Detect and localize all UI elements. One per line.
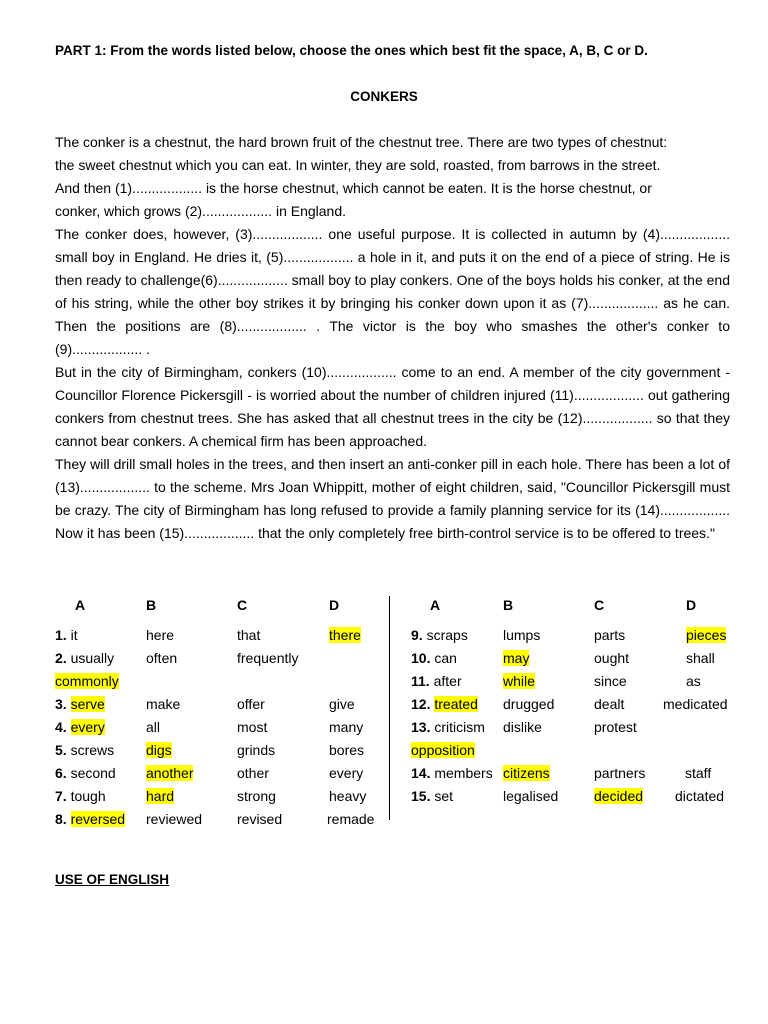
option-c — [237, 695, 265, 713]
question-row-start — [411, 764, 493, 782]
question-number: 1. — [55, 627, 67, 643]
question-row-start — [411, 718, 485, 736]
option-a: every — [70, 719, 105, 735]
question-number: 12. — [411, 696, 431, 712]
instruction-heading: PART 1: From the words listed below, choose the ones which best fit the space, A, B, C or D. — [55, 43, 648, 58]
option-b — [503, 672, 535, 690]
option-b-text: drugged — [503, 696, 555, 712]
question-row-start — [55, 695, 105, 713]
question-row-start — [411, 626, 468, 644]
option-c — [237, 649, 298, 667]
question-row-start — [55, 787, 106, 805]
column-header-text: C — [237, 597, 248, 613]
option-c-text: ought — [594, 650, 630, 666]
option-c-text: grinds — [237, 742, 276, 758]
option-a: second — [70, 765, 116, 781]
passage-paragraph: But in the city of Birmingham, conkers (10).................. come to an end. A member of the city government - Councillor Florence Pickersgill - is worried about the number of children injured (11).................. out gathering conkers from chestnut trees. She has asked that all chestnut trees in the city be (12).................. so that they cannot bear conkers. A chemical firm has been approached. — [55, 364, 730, 449]
option-d-text: pieces — [686, 627, 727, 643]
option-d-text: commonly — [55, 673, 119, 689]
option-d-text: opposition — [411, 742, 475, 758]
question-number: 13. — [411, 719, 431, 735]
question-number: 9. — [411, 627, 423, 643]
option-c — [594, 787, 643, 805]
option-d — [329, 718, 363, 736]
question-row-start — [55, 810, 125, 828]
option-c — [237, 741, 275, 759]
option-d-text: medicated — [663, 696, 728, 712]
option-a: reversed — [70, 811, 126, 827]
option-b — [503, 764, 550, 782]
option-b — [503, 695, 554, 713]
option-d — [329, 787, 366, 805]
question-number: 15. — [411, 788, 431, 804]
question-row-start — [55, 764, 116, 782]
option-d-text: bores — [329, 742, 365, 758]
question-row-start — [411, 695, 478, 713]
option-d-text: remade — [327, 811, 375, 827]
option-b — [146, 810, 202, 828]
column-header-text: D — [686, 597, 697, 613]
options-table — [0, 592, 768, 827]
column-header-text: B — [146, 597, 157, 613]
option-c-text: decided — [594, 788, 644, 804]
option-c — [594, 672, 627, 690]
option-b — [146, 787, 174, 805]
passage — [55, 131, 730, 545]
option-c — [237, 718, 267, 736]
option-c — [594, 718, 637, 736]
option-a: it — [70, 627, 78, 643]
option-b-text: digs — [146, 742, 172, 758]
question-number: 11. — [411, 673, 430, 689]
option-d-text: dictated — [675, 788, 725, 804]
option-c-text: most — [237, 719, 268, 735]
passage-line: conker, which grows (2).................. in England. — [55, 203, 347, 219]
option-a: serve — [70, 696, 105, 712]
question-row-start — [55, 741, 114, 759]
option-b-text: here — [146, 627, 175, 643]
option-d-text: every — [329, 765, 364, 781]
option-a: tough — [70, 788, 106, 804]
option-a: after — [433, 673, 462, 689]
option-d — [411, 741, 475, 759]
option-d — [329, 764, 363, 782]
question-row-start — [55, 649, 114, 667]
option-b-text: make — [146, 696, 181, 712]
option-d — [55, 672, 119, 690]
option-d — [329, 626, 361, 644]
option-b-text: all — [146, 719, 161, 735]
option-d — [329, 695, 355, 713]
option-d-text: as — [686, 673, 701, 689]
column-header-text: A — [75, 597, 86, 613]
option-b — [146, 741, 172, 759]
option-b — [503, 626, 540, 644]
option-d-text: there — [329, 627, 361, 643]
option-d-text: give — [329, 696, 355, 712]
option-c-text: since — [594, 673, 627, 689]
option-d-text: heavy — [329, 788, 367, 804]
option-c — [237, 810, 282, 828]
question-row-start — [411, 672, 462, 690]
option-c-text: revised — [237, 811, 283, 827]
column-header — [503, 596, 513, 614]
passage-paragraph: They will drill small holes in the trees, and then insert an anti-conker pill in each hole. There has been a lot of (13).................. to the scheme. Mrs Joan Whippitt, mother of eight children, said, "Councillor Pickersgill must be crazy. The city of Birmingham has long refused to provide a family planning service for its (14).................. Now it has been (15).................. that the only completely free birth-control service is to be offered to trees." — [55, 456, 730, 541]
column-header — [75, 596, 85, 614]
option-c-text: offer — [237, 696, 265, 712]
column-divider — [389, 596, 390, 820]
option-c-text: protest — [594, 719, 637, 735]
passage-line: The conker is a chestnut, the hard brown fruit of the chestnut tree. There are two types of chestnut: — [55, 134, 668, 150]
column-header — [594, 596, 604, 614]
option-c-text: partners — [594, 765, 646, 781]
option-c — [237, 626, 260, 644]
option-b — [146, 626, 174, 644]
question-number: 3. — [55, 696, 67, 712]
option-a: can — [434, 650, 457, 666]
option-b-text: hard — [146, 788, 175, 804]
option-b-text: may — [503, 650, 530, 666]
option-c-text: frequently — [237, 650, 299, 666]
question-row-start — [55, 626, 78, 644]
option-b — [503, 649, 529, 667]
option-d — [675, 787, 724, 805]
option-c-text: dealt — [594, 696, 625, 712]
passage-paragraph: The conker does, however, (3).................. one useful purpose. It is collected in autumn by (4).................. small boy in England. He dries it, (5).................. a hole in it, and puts it on the end of a piece of string. He is then ready to challenge(6).................. small boy to play conkers. One of the boys holds his conker, at the end of his string, while the other boy strikes it by bringing his conker down upon it as (7).................. as he can. Then the positions are (8).................. . The victor is the boy who smashes the other's conker to (9).................. . — [55, 226, 730, 357]
passage-line: And then (1).................. is the horse chestnut, which cannot be eaten. It is the horse chestnut, or — [55, 180, 652, 196]
column-header — [146, 596, 156, 614]
option-c-text: strong — [237, 788, 276, 804]
option-d — [686, 672, 701, 690]
option-a: usually — [70, 650, 115, 666]
option-d-text: shall — [686, 650, 715, 666]
option-b-text: while — [503, 673, 535, 689]
option-a: screws — [70, 742, 115, 758]
column-header-text: A — [430, 597, 441, 613]
option-a: criticism — [434, 719, 485, 735]
column-header — [329, 596, 339, 614]
option-d — [686, 649, 715, 667]
option-b — [503, 787, 558, 805]
option-d — [329, 741, 364, 759]
question-number: 10. — [411, 650, 431, 666]
option-c — [594, 649, 629, 667]
option-d-text: staff — [685, 765, 712, 781]
question-number: 8. — [55, 811, 67, 827]
option-a: scraps — [426, 627, 468, 643]
column-header — [686, 596, 696, 614]
column-header — [237, 596, 247, 614]
passage-line: the sweet chestnut which you can eat. In winter, they are sold, roasted, from barrows in the street. — [55, 157, 661, 173]
question-number: 6. — [55, 765, 67, 781]
option-b-text: legalised — [503, 788, 559, 804]
option-b — [146, 649, 177, 667]
question-number: 14. — [411, 765, 431, 781]
column-header-text: B — [503, 597, 514, 613]
option-c — [594, 695, 624, 713]
option-b — [146, 695, 180, 713]
option-c — [594, 764, 645, 782]
option-c-text: other — [237, 765, 269, 781]
option-d — [327, 810, 374, 828]
question-row-start — [55, 718, 105, 736]
option-b-text: citizens — [503, 765, 550, 781]
option-d — [686, 626, 726, 644]
question-number: 2. — [55, 650, 67, 666]
column-header — [430, 596, 440, 614]
question-row-start — [411, 787, 453, 805]
option-c-text: that — [237, 627, 261, 643]
question-number: 4. — [55, 719, 67, 735]
option-b — [503, 718, 542, 736]
question-row-start — [411, 649, 457, 667]
option-b-text: often — [146, 650, 178, 666]
option-a: set — [434, 788, 454, 804]
section-heading: USE OF ENGLISH — [55, 872, 170, 887]
column-header-text: D — [329, 597, 340, 613]
option-d — [685, 764, 711, 782]
option-d-text: many — [329, 719, 364, 735]
option-b-text: another — [146, 765, 194, 781]
option-b-text: dislike — [503, 719, 542, 735]
option-c — [237, 787, 276, 805]
option-c — [594, 626, 625, 644]
option-b-text: reviewed — [146, 811, 203, 827]
option-b — [146, 718, 160, 736]
option-b-text: lumps — [503, 627, 541, 643]
option-c — [237, 764, 269, 782]
page-title: CONKERS — [350, 89, 418, 104]
question-number: 7. — [55, 788, 67, 804]
option-c-text: parts — [594, 627, 626, 643]
option-b — [146, 764, 193, 782]
option-a: members — [434, 765, 493, 781]
question-number: 5. — [55, 742, 67, 758]
option-d — [663, 695, 728, 713]
option-a: treated — [434, 696, 478, 712]
column-header-text: C — [594, 597, 605, 613]
